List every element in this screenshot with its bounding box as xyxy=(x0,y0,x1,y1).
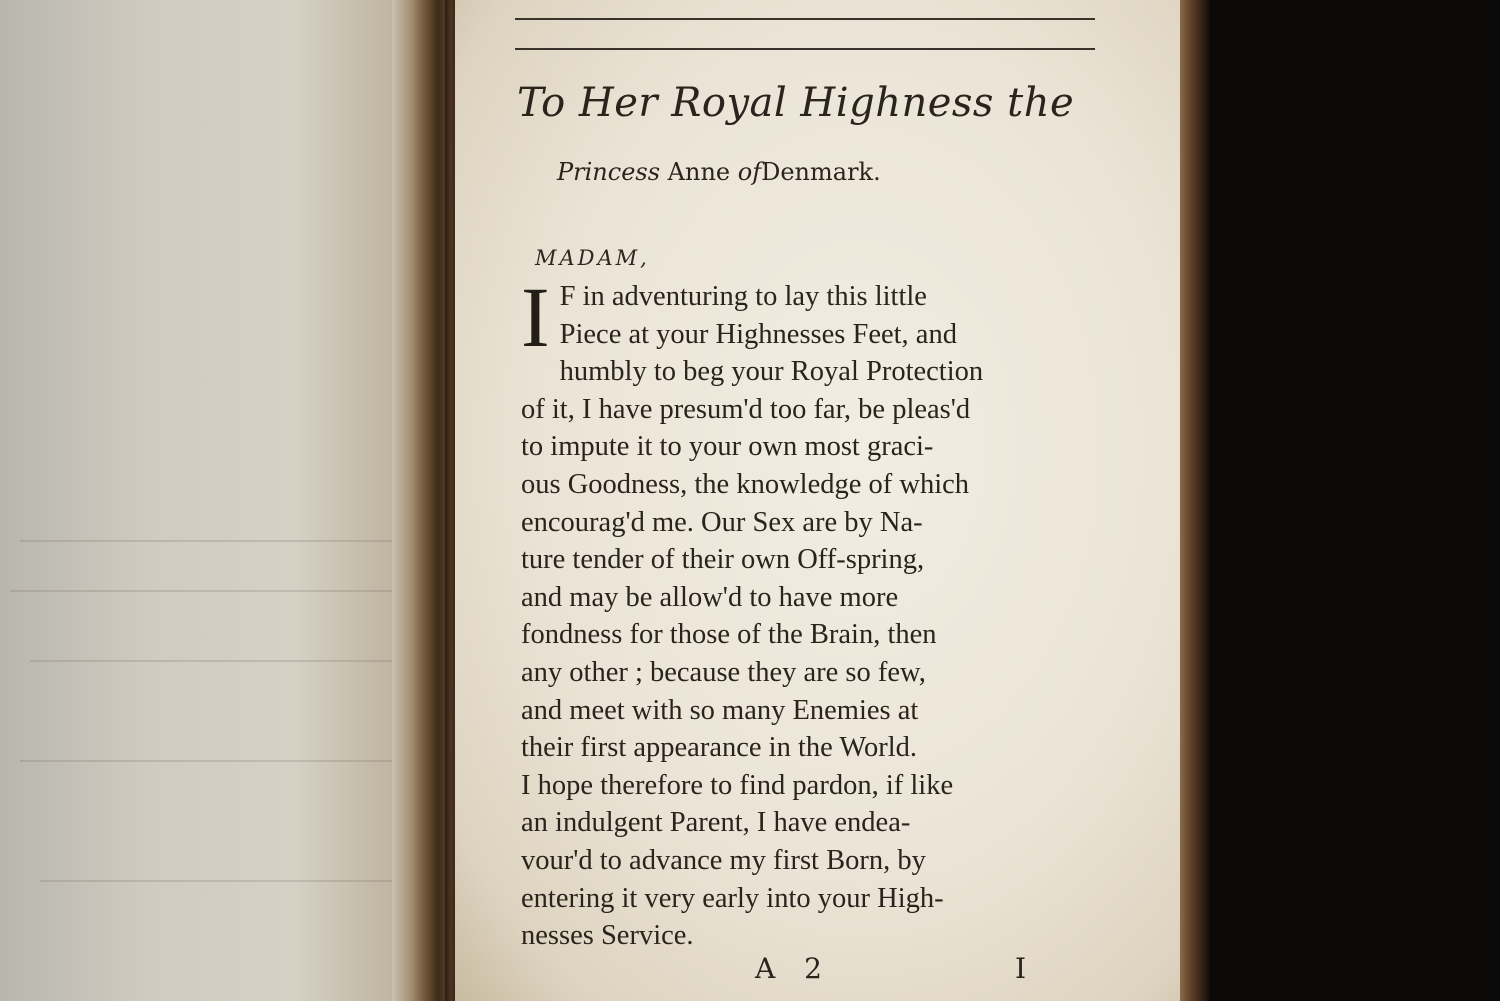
text-line: fondness for those of the Brain, then xyxy=(521,619,937,651)
subheading-place: Denmark. xyxy=(761,158,881,186)
dedication-heading: To Her Royal Highness the xyxy=(517,80,1075,126)
top-rule xyxy=(515,18,1095,20)
bleed-through-rule xyxy=(10,590,400,592)
bleed-through-rule xyxy=(20,540,400,542)
dedication-subheading xyxy=(557,158,881,186)
subheading-name: Anne xyxy=(667,158,731,186)
text-line: an indulgent Parent, I have endea- xyxy=(521,807,911,839)
salutation: MADAM, xyxy=(535,246,650,270)
drop-cap: I xyxy=(521,269,550,365)
text-line: encourag'd me. Our Sex are by Na- xyxy=(521,506,923,538)
catchword: I xyxy=(1015,952,1027,985)
signature-mark: A 2 xyxy=(755,952,832,985)
bleed-through-rule xyxy=(30,660,400,662)
subheading-of: of xyxy=(737,158,762,186)
right-page xyxy=(455,0,1193,1001)
bleed-through-rule xyxy=(20,760,400,762)
subheading-prefix: Princess xyxy=(557,158,661,186)
text-line: humbly to beg your Royal Protection xyxy=(559,356,984,388)
text-line: their first appearance in the World. xyxy=(521,732,918,764)
text-line: entering it very early into your High- xyxy=(521,882,944,914)
text-line: F in adventuring to lay this little xyxy=(559,281,927,312)
top-rule xyxy=(515,48,1095,50)
left-page xyxy=(0,0,420,1001)
text-line: and may be allow'd to have more xyxy=(521,581,899,613)
text-line: and meet with so many Enemies at xyxy=(521,694,919,726)
dedication-body xyxy=(521,269,1031,955)
text-line: I hope therefore to find pardon, if like xyxy=(521,769,954,801)
bleed-through-rule xyxy=(40,880,400,882)
text-line: of it, I have presum'd too far, be pleas'd xyxy=(521,393,971,425)
text-line: Piece at your Highnesses Feet, and xyxy=(559,318,957,350)
text-line: ous Goodness, the knowledge of which xyxy=(521,468,970,500)
text-line: to impute it to your own most graci- xyxy=(521,431,934,463)
text-line: ture tender of their own Off-spring, xyxy=(521,544,925,576)
text-line: vour'd to advance my first Born, by xyxy=(521,844,926,876)
text-line: any other ; because they are so few, xyxy=(521,656,926,688)
text-line: nesses Service. xyxy=(521,920,694,952)
page-edge xyxy=(1180,0,1210,1001)
